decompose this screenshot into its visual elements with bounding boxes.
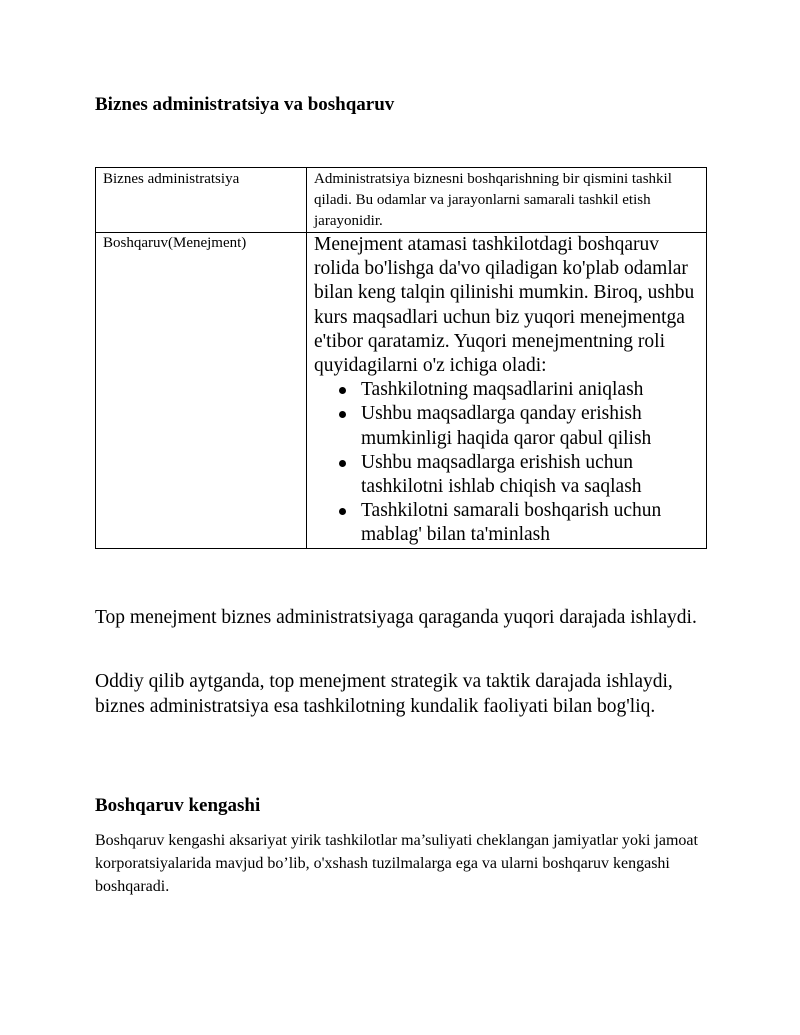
paragraph-board-of-directors: Boshqaruv kengashi aksariyat yirik tashkilotlar ma’suliyati cheklangan jamiyatlar yoki jamoat korporatsiyalarida mavjud bo’lib, o'xshash tuzilmalarga ega va ularni boshqaruv kengashi boshqaradi. xyxy=(95,832,698,895)
paragraph-strategic-level: Oddiy qilib aytganda, top menejment strategik va taktik darajada ishlaydi, biznes administratsiya esa tashkilotning kundalik faoliyati bilan bog'liq. xyxy=(95,671,673,717)
management-roles-list xyxy=(314,378,702,547)
list-item: Tashkilotning maqsadlarini aniqlash xyxy=(361,378,702,402)
list-item: Tashkilotni samarali boshqarish uchun mablag' bilan ta'minlash xyxy=(361,499,702,547)
definitions-table xyxy=(95,167,707,549)
table-row xyxy=(96,233,707,549)
table-cell-term: Biznes administratsiya xyxy=(96,168,307,233)
list-item: Ushbu maqsadlarga erishish uchun tashkilotni ishlab chiqish va saqlash xyxy=(361,451,702,499)
table-cell-definition: Administratsiya biznesni boshqarishning bir qismini tashkil qiladi. Bu odamlar va jarayonlarni samarali tashkil etish jarayonidir. xyxy=(307,168,707,233)
table-row xyxy=(96,168,707,233)
table-cell-term: Boshqaruv(Menejment) xyxy=(96,233,307,549)
paragraph-top-management: Top menejment biznes administratsiyaga qaraganda yuqori darajada ishlaydi. xyxy=(95,607,697,628)
management-definition-text: Menejment atamasi tashkilotdagi boshqaruv rolida bo'lishga da'vo qiladigan ko'plab odamlar bilan keng talqin qilinishi mumkin. Biroq, ushbu kurs maqsadlari uchun biz yuqori menejmentga e'tibor qaratamiz. Yuqori menejmentning roli quyidagilarni o'z ichiga oladi: xyxy=(314,234,695,377)
heading-board-of-directors: Boshqaruv kengashi xyxy=(95,795,261,816)
list-item: Ushbu maqsadlarga qanday erishish mumkinligi haqida qaror qabul qilish xyxy=(361,402,702,450)
table-cell-definition xyxy=(307,233,707,549)
heading-business-administration: Biznes administratsiya va boshqaruv xyxy=(95,94,395,115)
